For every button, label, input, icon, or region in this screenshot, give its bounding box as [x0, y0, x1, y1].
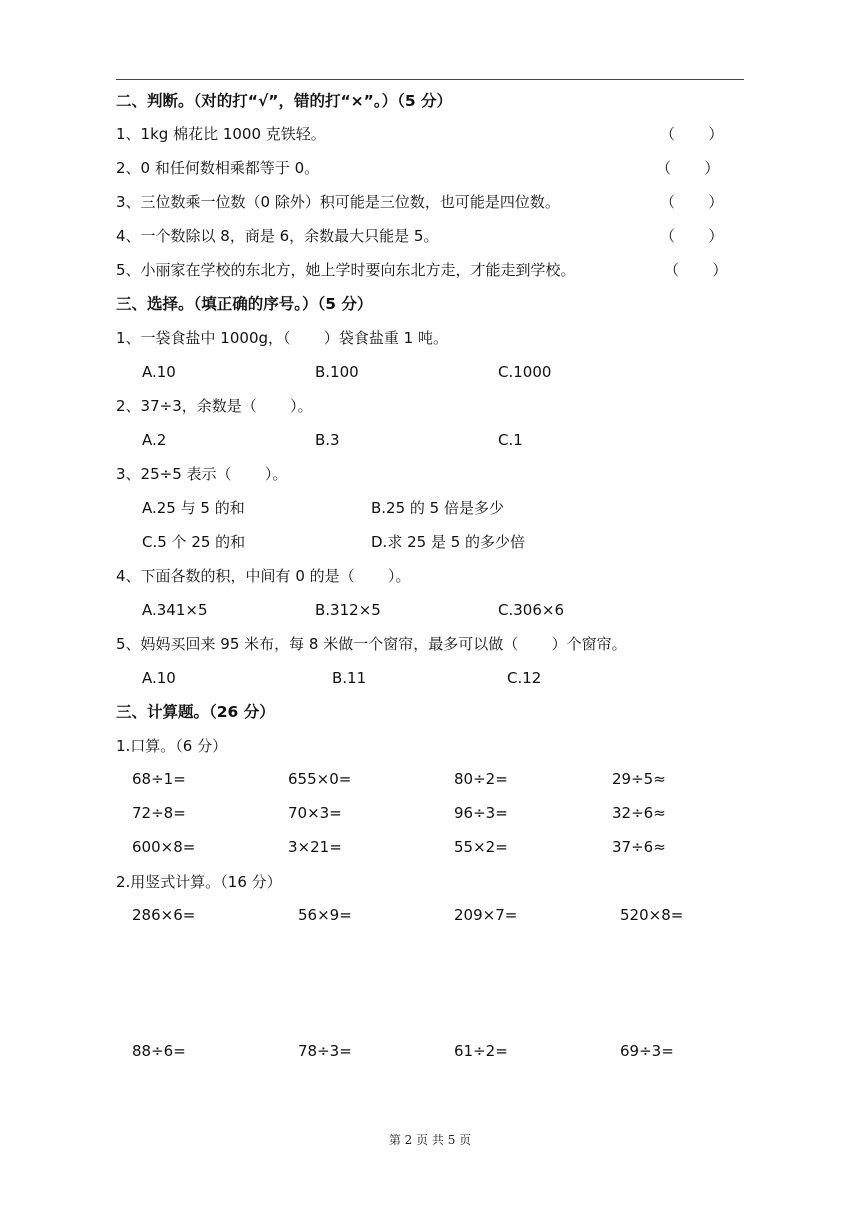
vertical-calc-problem: 209×7= [454, 906, 518, 924]
section-heading-choice: 三、选择。（填正确的序号。）（5 分） [116, 295, 373, 313]
judge-answer-bracket-3[interactable]: （ ） [660, 193, 724, 211]
oral-calc-problem: 55×2= [454, 838, 508, 856]
judge-answer-bracket-5[interactable]: （ ） [664, 261, 728, 279]
choice-option[interactable]: A.341×5 [142, 601, 208, 619]
vertical-calc-problem: 520×8= [620, 906, 684, 924]
choice-option[interactable]: C.5 个 25 的和 [142, 533, 246, 551]
oral-calc-problem: 29÷5≈ [612, 770, 666, 788]
oral-calc-title: 1.口算。（6 分） [116, 737, 228, 755]
choice-question-5: 5、妈妈买回来 95 米布，每 8 米做一个窗帘，最多可以做（ ）个窗帘。 [116, 635, 627, 653]
choice-question-1: 1、一袋食盐中 1000g，（ ）袋食盐重 1 吨。 [116, 329, 448, 347]
vertical-calc-problem: 78÷3= [298, 1042, 352, 1060]
judge-answer-bracket-2[interactable]: （ ） [656, 159, 720, 177]
judge-answer-bracket-4[interactable]: （ ） [660, 227, 724, 245]
choice-option[interactable]: C.1000 [498, 363, 552, 381]
vertical-calc-problem: 61÷2= [454, 1042, 508, 1060]
oral-calc-problem: 32÷6≈ [612, 804, 666, 822]
section-heading-judge: 二、判断。（对的打“√”，错的打“×”。）（5 分） [116, 92, 453, 110]
choice-question-4: 4、下面各数的积，中间有 0 的是（ ）。 [116, 567, 411, 585]
vertical-calc-problem: 56×9= [298, 906, 352, 924]
judge-item-3: 3、三位数乘一位数（0 除外）积可能是三位数，也可能是四位数。 [116, 193, 560, 211]
vertical-calc-problem: 88÷6= [132, 1042, 186, 1060]
vertical-calc-title: 2.用竖式计算。（16 分） [116, 873, 282, 891]
oral-calc-problem: 68÷1= [132, 770, 186, 788]
choice-option[interactable]: A.2 [142, 431, 167, 449]
oral-calc-problem: 655×0= [288, 770, 352, 788]
choice-option[interactable]: D.求 25 是 5 的多少倍 [371, 533, 526, 551]
header-rule [116, 79, 744, 80]
choice-option[interactable]: C.306×6 [498, 601, 564, 619]
oral-calc-problem: 600×8= [132, 838, 196, 856]
choice-option[interactable]: B.25 的 5 倍是多少 [371, 499, 504, 517]
judge-answer-bracket-1[interactable]: （ ） [660, 125, 724, 143]
vertical-calc-problem: 286×6= [132, 906, 196, 924]
choice-question-2: 2、37÷3，余数是（ ）。 [116, 397, 313, 415]
oral-calc-problem: 80÷2= [454, 770, 508, 788]
judge-item-5: 5、小丽家在学校的东北方，她上学时要向东北方走，才能走到学校。 [116, 261, 576, 279]
oral-calc-problem: 96÷3= [454, 804, 508, 822]
choice-option[interactable]: B.3 [315, 431, 340, 449]
vertical-calc-problem: 69÷3= [620, 1042, 674, 1060]
choice-option[interactable]: B.312×5 [315, 601, 381, 619]
choice-option[interactable]: C.1 [498, 431, 523, 449]
choice-option[interactable]: A.25 与 5 的和 [142, 499, 245, 517]
choice-option[interactable]: B.11 [332, 669, 367, 687]
section-heading-calc: 三、计算题。（26 分） [116, 703, 275, 721]
judge-item-4: 4、一个数除以 8，商是 6，余数最大只能是 5。 [116, 227, 439, 245]
oral-calc-problem: 3×21= [288, 838, 342, 856]
choice-option[interactable]: B.100 [315, 363, 359, 381]
choice-option[interactable]: C.12 [507, 669, 542, 687]
judge-item-1: 1、1kg 棉花比 1000 克铁轻。 [116, 125, 326, 143]
choice-option[interactable]: A.10 [142, 669, 176, 687]
page-footer: 第 2 页 共 5 页 [388, 1133, 472, 1147]
oral-calc-problem: 72÷8= [132, 804, 186, 822]
judge-item-2: 2、0 和任何数相乘都等于 0。 [116, 159, 320, 177]
choice-question-3: 3、25÷5 表示（ ）。 [116, 465, 288, 483]
choice-option[interactable]: A.10 [142, 363, 176, 381]
oral-calc-problem: 37÷6≈ [612, 838, 666, 856]
oral-calc-problem: 70×3= [288, 804, 342, 822]
